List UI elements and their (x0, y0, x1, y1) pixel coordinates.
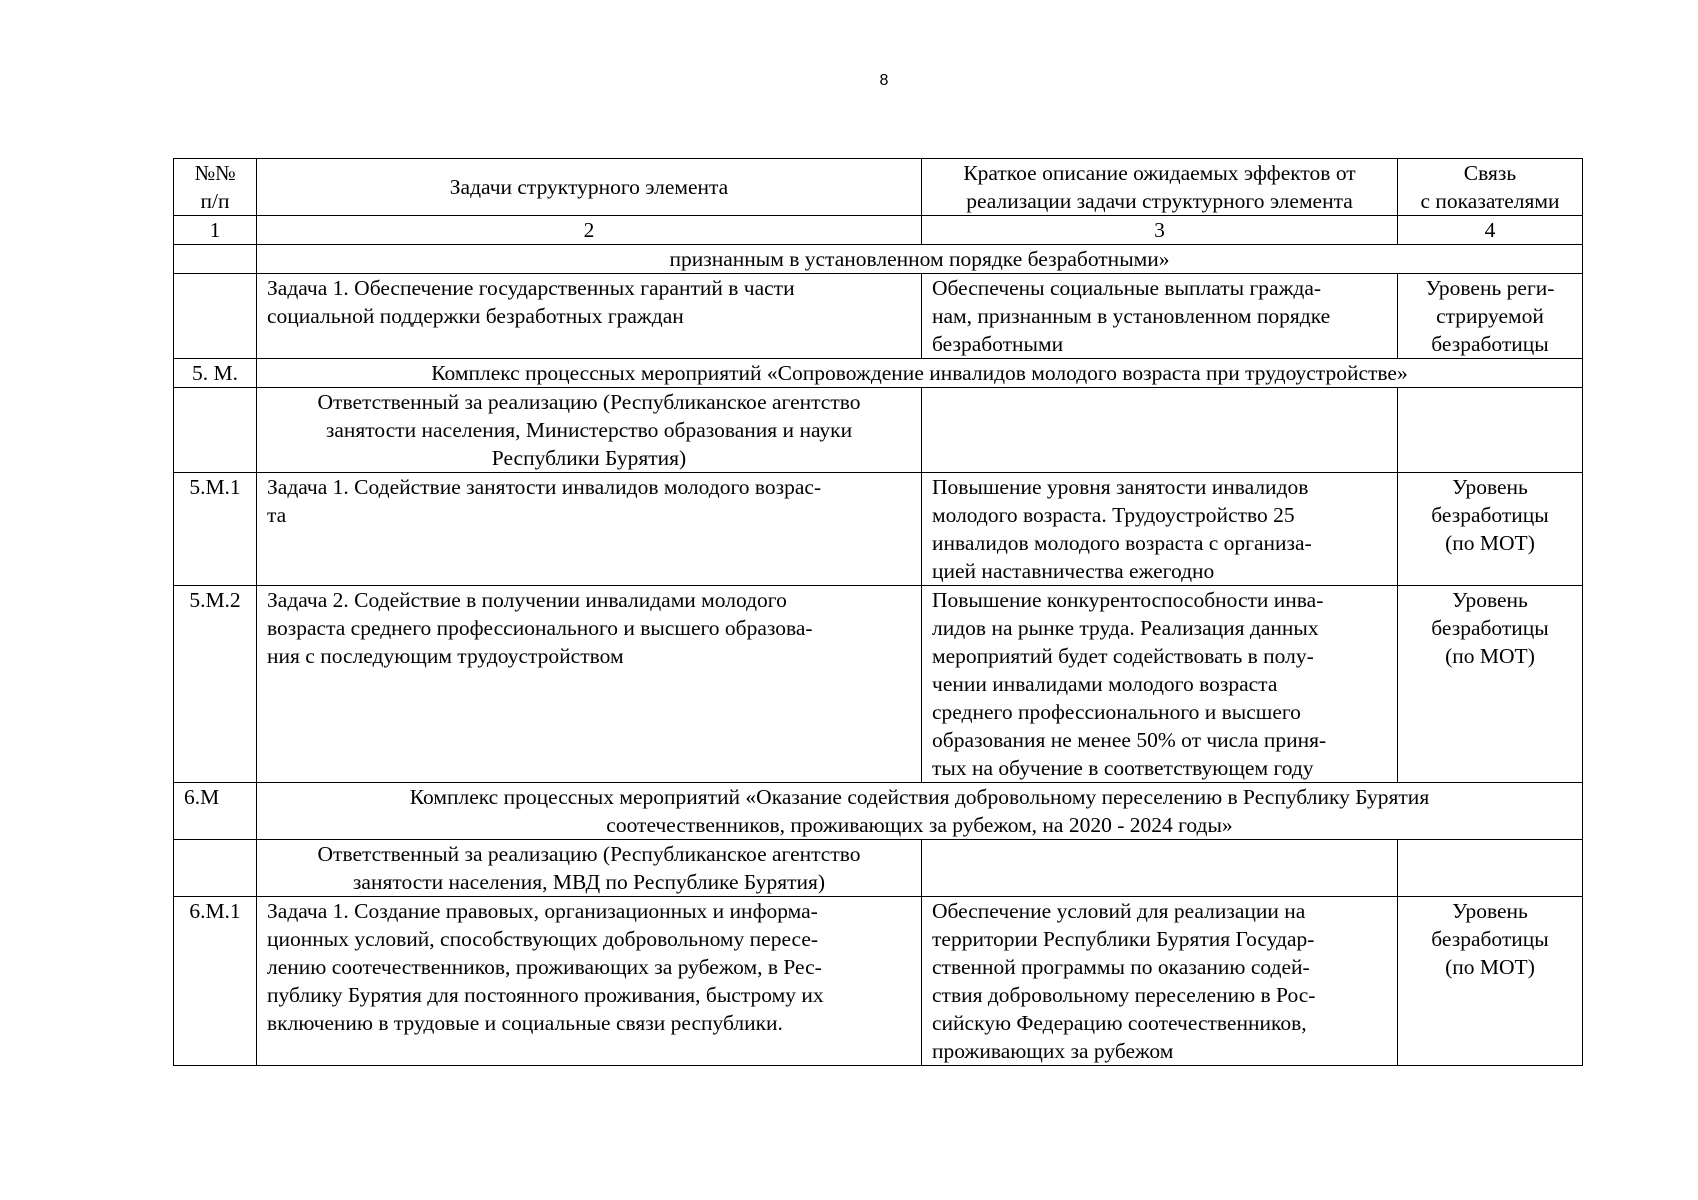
section-number: 6.М (174, 783, 257, 840)
section-title: Комплекс процессных мероприятий «Оказание содействия добровольному переселению в Республику Бурятия соотечественников, проживающих за рубежом, на 2020 - 2024 годы» (257, 783, 1583, 840)
header-effects: Краткое описание ожидаемых эффектов от реализации задачи структурного элемента (922, 159, 1398, 216)
column-number: 4 (1398, 216, 1583, 245)
section-row (174, 359, 1583, 388)
responsible-cell: Ответственный за реализацию (Республиканское агентство занятости населения, МВД по Республике Бурятия) (257, 840, 922, 897)
section-number: 5. М. (174, 359, 257, 388)
column-number: 2 (257, 216, 922, 245)
empty-cell (1398, 388, 1583, 473)
empty-cell (922, 840, 1398, 897)
continuation-text: признанным в установленном порядке безработными» (257, 245, 1583, 274)
indicator-cell: Уровень безработицы (по МОТ) (1398, 473, 1583, 586)
table-row (174, 586, 1583, 783)
responsible-cell: Ответственный за реализацию (Республиканское агентство занятости населения, Министерство образования и науки Республики Бурятия) (257, 388, 922, 473)
empty-cell (1398, 840, 1583, 897)
effect-cell: Обеспечение условий для реализации на территории Республики Бурятия Государ- ственной программы по оказанию содей- ствия добровольному переселению в Рос- сийскую Федерацию соотечественников, проживающих за рубежом (922, 897, 1398, 1066)
table-row (174, 473, 1583, 586)
table-row (174, 274, 1583, 359)
effect-cell: Обеспечены социальные выплаты гражда- нам, признанным в установленном порядке безработными (922, 274, 1398, 359)
section-row (174, 783, 1583, 840)
continuation-row (174, 245, 1583, 274)
empty-cell (174, 245, 257, 274)
column-number: 1 (174, 216, 257, 245)
indicator-cell: Уровень безработицы (по МОТ) (1398, 897, 1583, 1066)
table-header-row (174, 159, 1583, 216)
task-cell: Задача 2. Содействие в получении инвалидами молодого возраста среднего профессионального и высшего образова- ния с последующим трудоустройством (257, 586, 922, 783)
task-cell: Задача 1. Содействие занятости инвалидов молодого возрас- та (257, 473, 922, 586)
empty-cell (174, 388, 257, 473)
indicator-cell: Уровень реги- стрируемой безработицы (1398, 274, 1583, 359)
responsible-row (174, 840, 1583, 897)
task-cell: Задача 1. Обеспечение государственных гарантий в части социальной поддержки безработных граждан (257, 274, 922, 359)
column-number: 3 (922, 216, 1398, 245)
indicator-cell: Уровень безработицы (по МОТ) (1398, 586, 1583, 783)
structural-elements-table (173, 158, 1583, 1066)
header-num: №№ п/п (174, 159, 257, 216)
effect-cell: Повышение уровня занятости инвалидов молодого возраста. Трудоустройство 25 инвалидов молодого возраста с организа- цией наставничества ежегодно (922, 473, 1398, 586)
page-number: 8 (879, 72, 889, 89)
empty-cell (922, 388, 1398, 473)
table-row (174, 897, 1583, 1066)
responsible-row (174, 388, 1583, 473)
task-cell: Задача 1. Создание правовых, организационных и информа- ционных условий, способствующих добровольному пересе- лению соотечественников, проживающих за рубежом, в Рес- публику Бурятия для постоянного проживания, быстрому их включению в трудовые и социальные связи республики. (257, 897, 922, 1066)
header-tasks: Задачи структурного элемента (257, 159, 922, 216)
effect-cell: Повышение конкурентоспособности инва- лидов на рынке труда. Реализация данных мероприятий будет содействовать в полу- чении инвалидами молодого возраста среднего профессионального и высшего образования не менее 50% от числа приня- тых на обучение в соответствующем году (922, 586, 1398, 783)
row-number: 6.М.1 (174, 897, 257, 1066)
empty-cell (174, 274, 257, 359)
header-link: Связь с показателями (1398, 159, 1583, 216)
section-title: Комплекс процессных мероприятий «Сопровождение инвалидов молодого возраста при трудоустройстве» (257, 359, 1583, 388)
row-number: 5.М.1 (174, 473, 257, 586)
row-number: 5.М.2 (174, 586, 257, 783)
column-numbers-row (174, 216, 1583, 245)
empty-cell (174, 840, 257, 897)
